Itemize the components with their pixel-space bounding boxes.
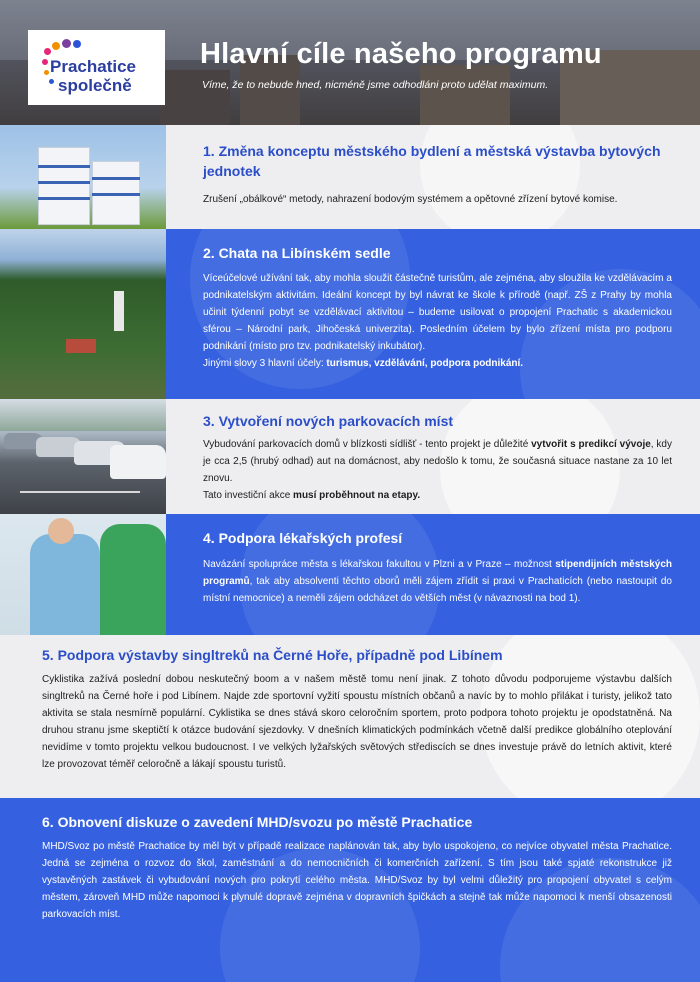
section-singletrack bbox=[0, 635, 700, 798]
section-3-text bbox=[203, 436, 672, 504]
section-2-text bbox=[203, 270, 672, 373]
section-3-bold-b: musí proběhnout na etapy. bbox=[293, 490, 421, 502]
section-5-text: Cyklistika zažívá poslední dobou neskutečný boom a v našem městě tomu není jinak. Z tohoto důvodu podporujeme výstavbu dalších singltreků na Černé hoře i pod Libínem. Najde zde sportovní vyžití spoustu místních občanů a navíc by to mohlo přilákat i turisty, jelikož tato aktivita se stala nesmírně populární. Cyklistika se dnes stává skoro celoročním sportem, proto podpora tohoto projektu je opodstatněná. Na druhou stranu jsme skeptičtí k otázce budování sjezdovky. V dnešních klimatických podmínkách včetně další predikce globálního oteplování nevidíme v tomto projektu velkou budoucnost. I ve velkých lyžařských světových střediscích se dnes investuje právě do letních aktivit, které lze provozovat téměř celoročně a lákají spoustu turistů. bbox=[42, 674, 672, 771]
section-3-body-a: Vybudování parkovacích domů v blízkosti sídlišť - tento projekt je důležité bbox=[203, 439, 532, 450]
section-3-body-c: Tato investiční akce bbox=[203, 490, 294, 502]
logo-text bbox=[50, 57, 136, 95]
section-4-text bbox=[203, 556, 672, 607]
section-medical bbox=[0, 514, 700, 635]
page-title: Hlavní cíle našeho programu bbox=[200, 38, 602, 70]
section-3-body-b: , kdy je cca 2,5 (hrubý odhad) aut na domácnost, aby nedošlo k tomu, že současná situace nastane za 10 let znovu. bbox=[203, 439, 672, 485]
section-housing bbox=[0, 125, 700, 229]
section-3-bold-a: vytvořit s predikcí vývoje bbox=[531, 439, 651, 450]
section-1-title: 1. Změna konceptu městského bydlení a městská výstavba bytových jednotek bbox=[203, 143, 661, 179]
section-4-bold: stipendijních městských programů bbox=[203, 559, 672, 588]
photo-doctors bbox=[0, 514, 166, 635]
section-cottage bbox=[0, 229, 700, 399]
section-4-body-a: Navázání spolupráce města s lékařskou fakultou v Plzni a v Praze – možnost bbox=[203, 559, 556, 570]
section-3-title: 3. Vytvoření nových parkovacích míst bbox=[203, 413, 454, 429]
section-4-body-b: , tak aby absolventi těchto oborů měli zájem zřídit si praxi v Prachaticích (nebo nastoupit do místní nemocnice) a neměli zájem odcházet do větších měst (v návaznosti na bod 1). bbox=[203, 576, 672, 605]
logo-line-1: Prachatice bbox=[50, 57, 136, 76]
logo-line-2: společně bbox=[58, 76, 132, 95]
section-1-text: Zrušení „obálkové“ metody, nahrazení bodovým systémem a opětovné zřízení bytové komise. bbox=[203, 194, 618, 205]
section-public-transport bbox=[0, 798, 700, 982]
photo-forest-hill bbox=[0, 229, 166, 399]
section-2-title: 2. Chata na Libínském sedle bbox=[203, 245, 391, 261]
photo-apartment-building bbox=[0, 125, 166, 229]
section-parking bbox=[0, 399, 700, 514]
section-6-title: 6. Obnovení diskuze o zavedení MHD/svozu po městě Prachatice bbox=[42, 814, 473, 830]
page-header bbox=[0, 0, 700, 125]
section-2-body: Víceúčelové užívání tak, aby mohla sloužit částečně turistům, ale zejména, aby sloužila ke vzdělávacím a podnikatelským aktivitám. Ideální koncept by byl návrat ke škole k přírodě (např. ZŠ z Prahy by mohla učinit týdenní pobyt se vzdělávací aktivitou – budeme usilovat o propojení Prachatic s akademickou sférou – Národní park, Jihočeská univerzita). Posledním účelem by bylo zřízení místa pro podporu podnikání (místo pro tzv. podnikatelský inkubátor). bbox=[203, 273, 672, 353]
page-subtitle: Víme, že to nebude hned, nicméně jsme odhodláni proto udělat maximum. bbox=[202, 79, 549, 91]
logo bbox=[28, 30, 165, 105]
section-6-text: MHD/Svoz po městě Prachatice by měl být v případě realizace naplánován tak, aby bylo uspokojeno, co nejvíce obyvatel města Prachatice. Jedná se zejména o rozvoz do škol, zaměstnání a do nemocničních či komerčních zařízení. S tím jsou také spjaté rekonstrukce již vystavěných zastávek či vybudování nových pro pokrytí celého města. MHD/Svoz by byl velmi důležitý pro propojení obyvatel s celým městem, zároveň MHD může napomoci k plynulé dopravě zejména v dopravních špičkách a stejně tak může napomoci k menší obsazenosti parkovacích míst. bbox=[42, 841, 672, 921]
section-2-summary-bold: turismus, vzdělávání, podpora podnikání. bbox=[326, 358, 524, 370]
section-5-title: 5. Podpora výstavby singltreků na Černé Hoře, případně pod Libínem bbox=[42, 647, 503, 663]
section-2-summary-label: Jinými slovy 3 hlavní účely: bbox=[203, 358, 327, 370]
photo-parking-lot bbox=[0, 399, 166, 514]
section-4-title: 4. Podpora lékařských profesí bbox=[203, 530, 403, 546]
